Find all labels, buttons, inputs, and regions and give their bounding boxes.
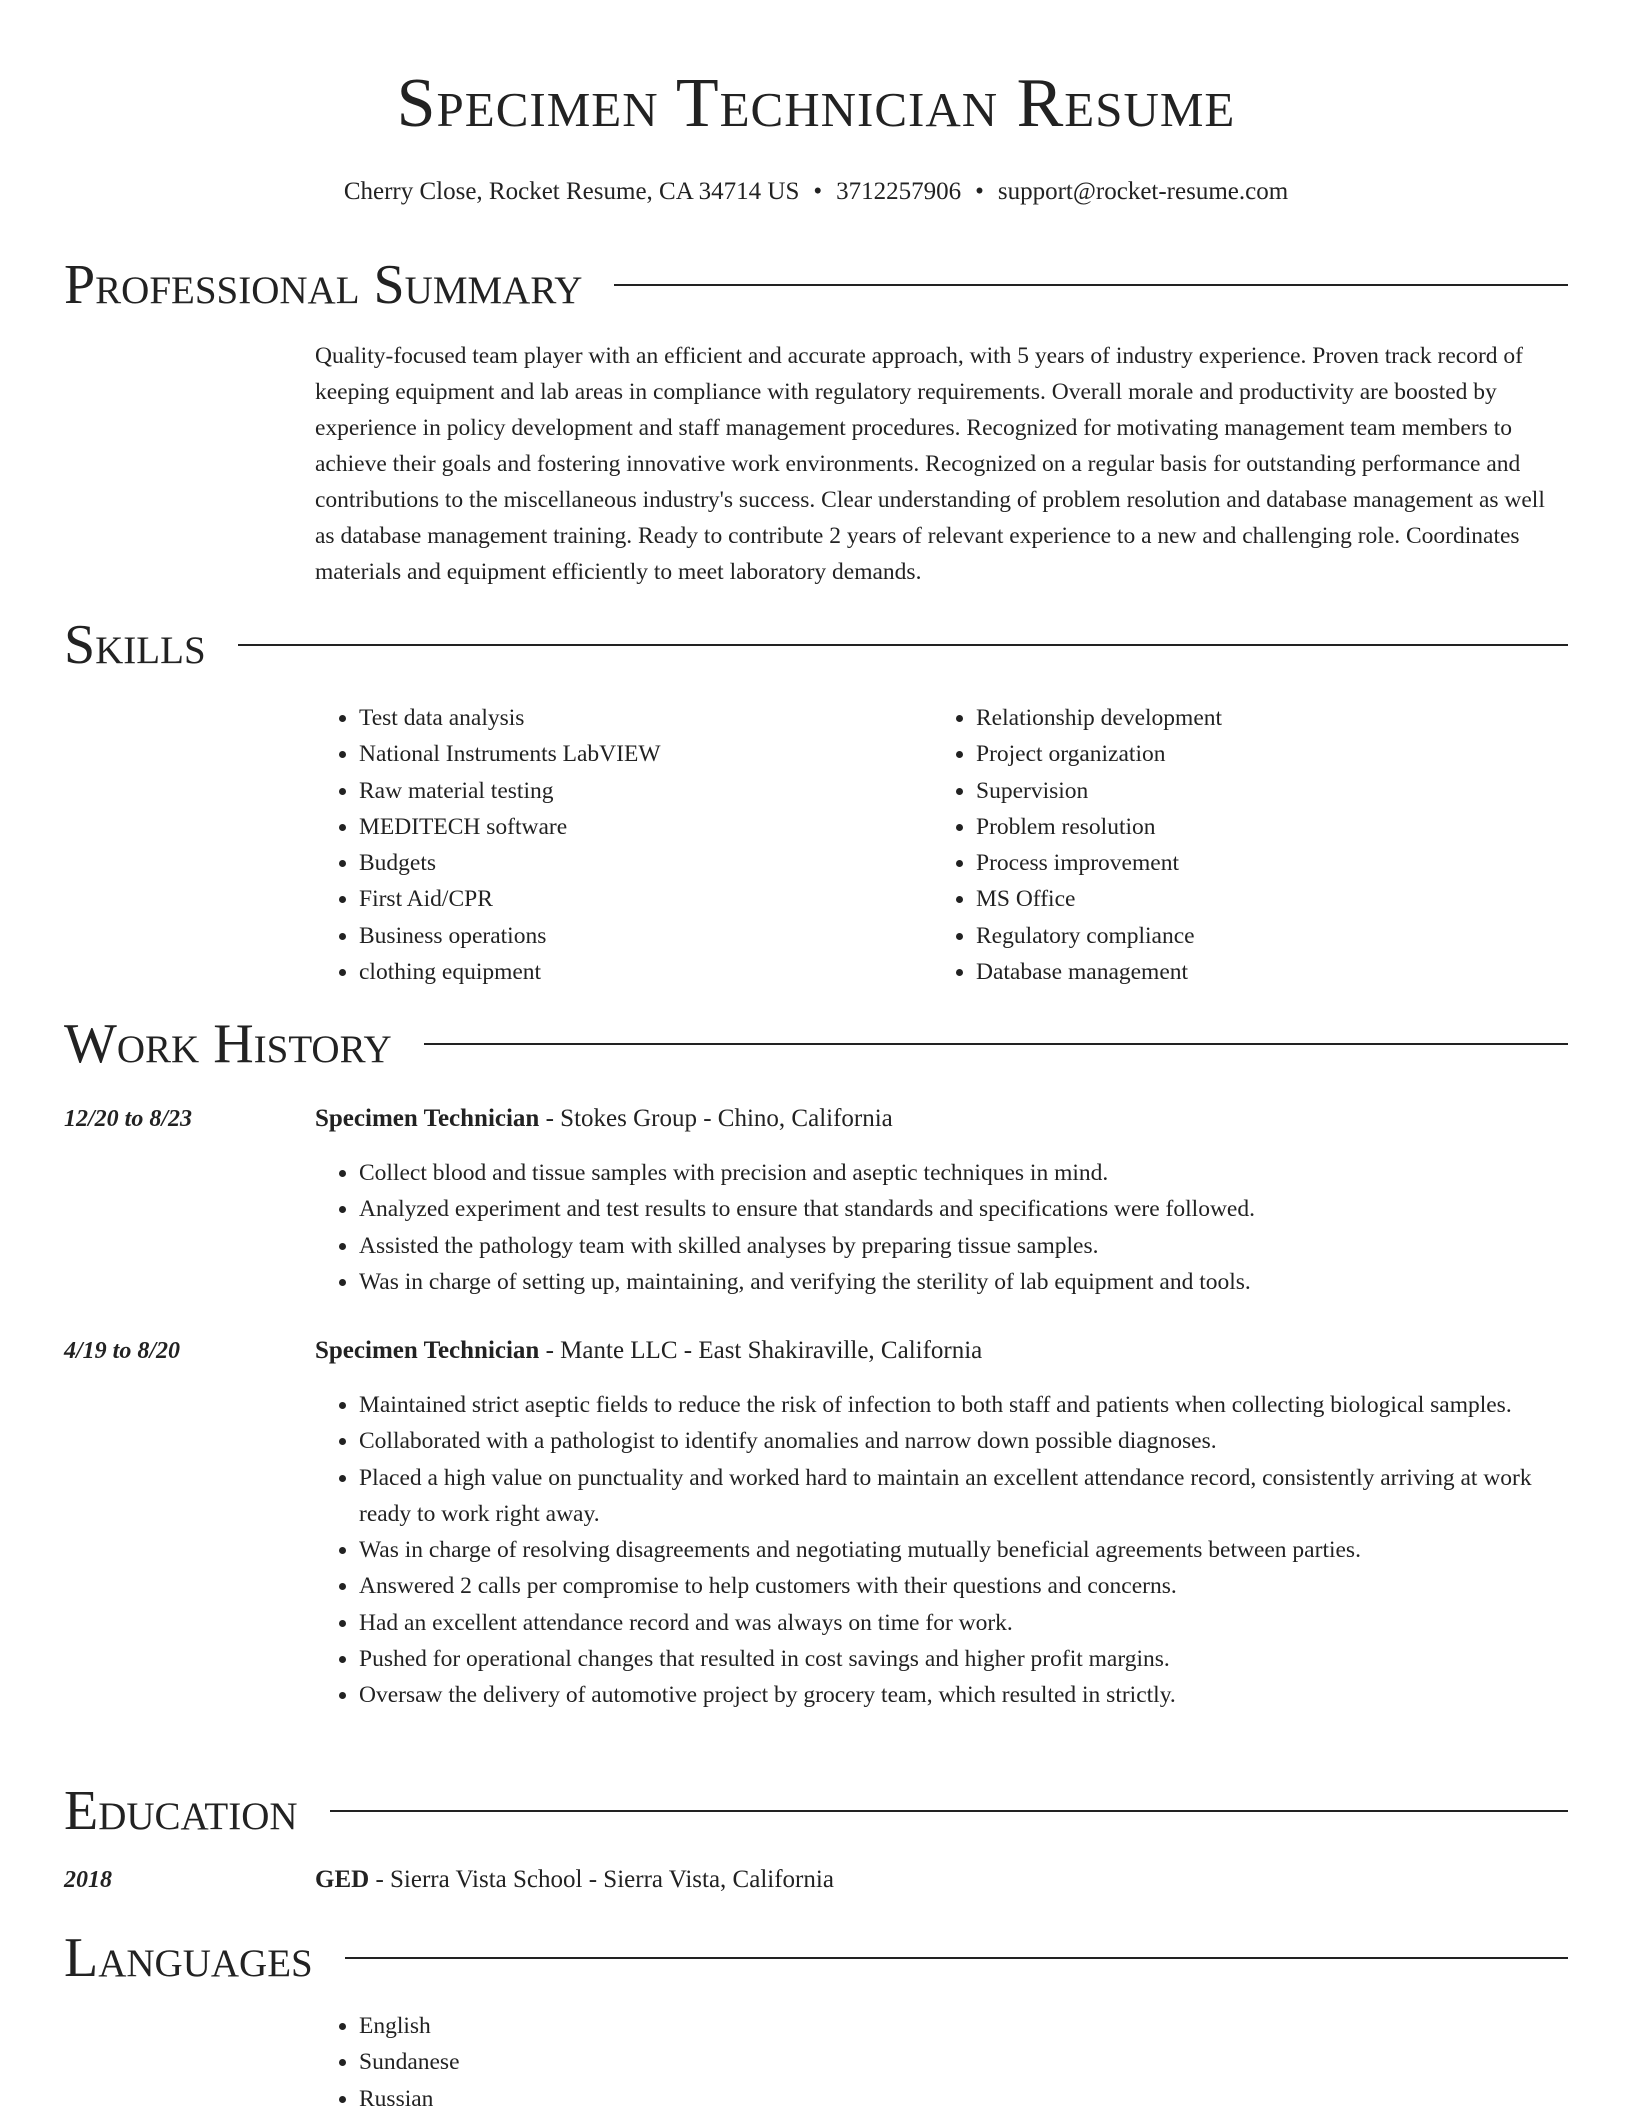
education-school: - Sierra Vista School - Sierra Vista, California xyxy=(369,1866,834,1893)
skills-left-column xyxy=(315,700,915,990)
job-title-line xyxy=(315,1101,893,1137)
skills-list-right xyxy=(932,700,1532,990)
language-item: • Sundanese xyxy=(359,2044,1568,2080)
job-duty-item: • Answered 2 calls per compromise to help customers with their questions and concerns. xyxy=(359,1568,1568,1604)
skill-item: • Process improvement xyxy=(976,845,1532,881)
skills-right-column xyxy=(932,700,1532,990)
summary-section-header xyxy=(64,250,1568,320)
skill-item: • Problem resolution xyxy=(976,809,1532,845)
languages-section-header xyxy=(64,1923,1568,1993)
education-degree: GED xyxy=(315,1866,370,1893)
summary-text: Quality-focused team player with an efficient and accurate approach, with 5 years of industry experience. Proven track record of keeping equipment and lab areas in compliance with regulatory requirements. Overall morale and productivity are boosted by experience in policy development and staff management procedures. Recognized for motivating management team members to achieve their goals and fostering innovative work environments. Recognized on a regular basis for outstanding performance and contributions to the miscellaneous industry's success. Clear understanding of problem resolution and database management as well as database management training. Ready to contribute 2 years of relevant experience to a new and challenging role. Coordinates materials and equipment efficiently to meet laboratory demands. xyxy=(315,343,1545,585)
skill-item: • Project organization xyxy=(976,736,1532,772)
skill-item: • MEDITECH software xyxy=(359,809,915,845)
job-duty-item: • Maintained strict aseptic fields to reduce the risk of infection to both staff and patients when collecting biological samples. xyxy=(359,1387,1568,1423)
section-divider xyxy=(424,1043,1568,1045)
job-employer: - Stokes Group - Chino, California xyxy=(539,1105,893,1132)
contact-separator: • xyxy=(813,178,823,205)
job-duty-item: • Placed a high value on punctuality and worked hard to maintain an excellent attendance record, consistently arriving at work ready to work right away. xyxy=(359,1460,1568,1533)
education-line xyxy=(315,1862,834,1898)
skill-item: • First Aid/CPR xyxy=(359,881,915,917)
section-divider xyxy=(330,1810,1568,1812)
job-duty-item: • Collect blood and tissue samples with precision and aseptic techniques in mind. xyxy=(359,1155,1568,1191)
skill-item: • Relationship development xyxy=(976,700,1532,736)
skills-heading: Skills xyxy=(64,614,206,676)
job-duty-item: • Analyzed experiment and test results to ensure that standards and specifications were followed. xyxy=(359,1191,1568,1227)
skill-item: • MS Office xyxy=(976,881,1532,917)
skill-item: • Regulatory compliance xyxy=(976,918,1532,954)
section-divider xyxy=(614,284,1568,286)
job-title-line xyxy=(315,1333,982,1369)
skill-item: • National Instruments LabVIEW xyxy=(359,736,915,772)
job-dates: 12/20 to 8/23 xyxy=(64,1106,193,1132)
job-duty-item: • Collaborated with a pathologist to identify anomalies and narrow down possible diagnoses. xyxy=(359,1423,1568,1459)
skill-item: • Database management xyxy=(976,954,1532,990)
skill-item: • Budgets xyxy=(359,845,915,881)
section-divider xyxy=(238,644,1568,646)
contact-phone: 3712257906 xyxy=(836,178,962,205)
languages-heading: Languages xyxy=(64,1927,313,1989)
job-duties xyxy=(315,1387,1568,1714)
skill-item: • Raw material testing xyxy=(359,773,915,809)
job-duty-item: • Was in charge of setting up, maintaining, and verifying the sterility of lab equipment and tools. xyxy=(359,1264,1568,1300)
education-section-header xyxy=(64,1776,1568,1846)
section-divider xyxy=(345,1957,1568,1959)
contact-address: Cherry Close, Rocket Resume, CA 34714 US xyxy=(343,178,800,205)
summary-heading: Professional Summary xyxy=(64,254,583,316)
skill-item: • Test data analysis xyxy=(359,700,915,736)
job-duty-item: • Oversaw the delivery of automotive project by grocery team, which resulted in strictly. xyxy=(359,1677,1568,1713)
skill-item: • Supervision xyxy=(976,773,1532,809)
skill-item: • Business operations xyxy=(359,918,915,954)
job-duty-item: • Assisted the pathology team with skilled analyses by preparing tissue samples. xyxy=(359,1228,1568,1264)
education-heading: Education xyxy=(64,1780,298,1842)
job-title: Specimen Technician xyxy=(315,1337,540,1364)
skills-section-header xyxy=(64,610,1568,680)
job-duty-item: • Had an excellent attendance record and was always on time for work. xyxy=(359,1605,1568,1641)
job-dates: 4/19 to 8/20 xyxy=(64,1338,181,1364)
language-item: • Russian xyxy=(359,2081,1568,2117)
contact-email: support@rocket-resume.com xyxy=(997,178,1289,205)
language-item: • English xyxy=(359,2008,1568,2044)
job-duties xyxy=(315,1155,1568,1300)
languages-list xyxy=(315,2008,1568,2117)
job-employer: - Mante LLC - East Shakiraville, California xyxy=(539,1337,983,1364)
job-title: Specimen Technician xyxy=(315,1105,540,1132)
job-duty-item: • Was in charge of resolving disagreements and negotiating mutually beneficial agreements between parties. xyxy=(359,1532,1568,1568)
job-duty-item: • Pushed for operational changes that resulted in cost savings and higher profit margins. xyxy=(359,1641,1568,1677)
contact-line xyxy=(64,172,1568,212)
work-section-header xyxy=(64,1009,1568,1079)
skills-list-left xyxy=(315,700,915,990)
skill-item: • clothing equipment xyxy=(359,954,915,990)
resume-title: Specimen Technician Resume xyxy=(396,65,1236,142)
work-heading: Work History xyxy=(64,1013,392,1075)
education-year: 2018 xyxy=(64,1867,112,1893)
contact-separator: • xyxy=(975,178,984,205)
